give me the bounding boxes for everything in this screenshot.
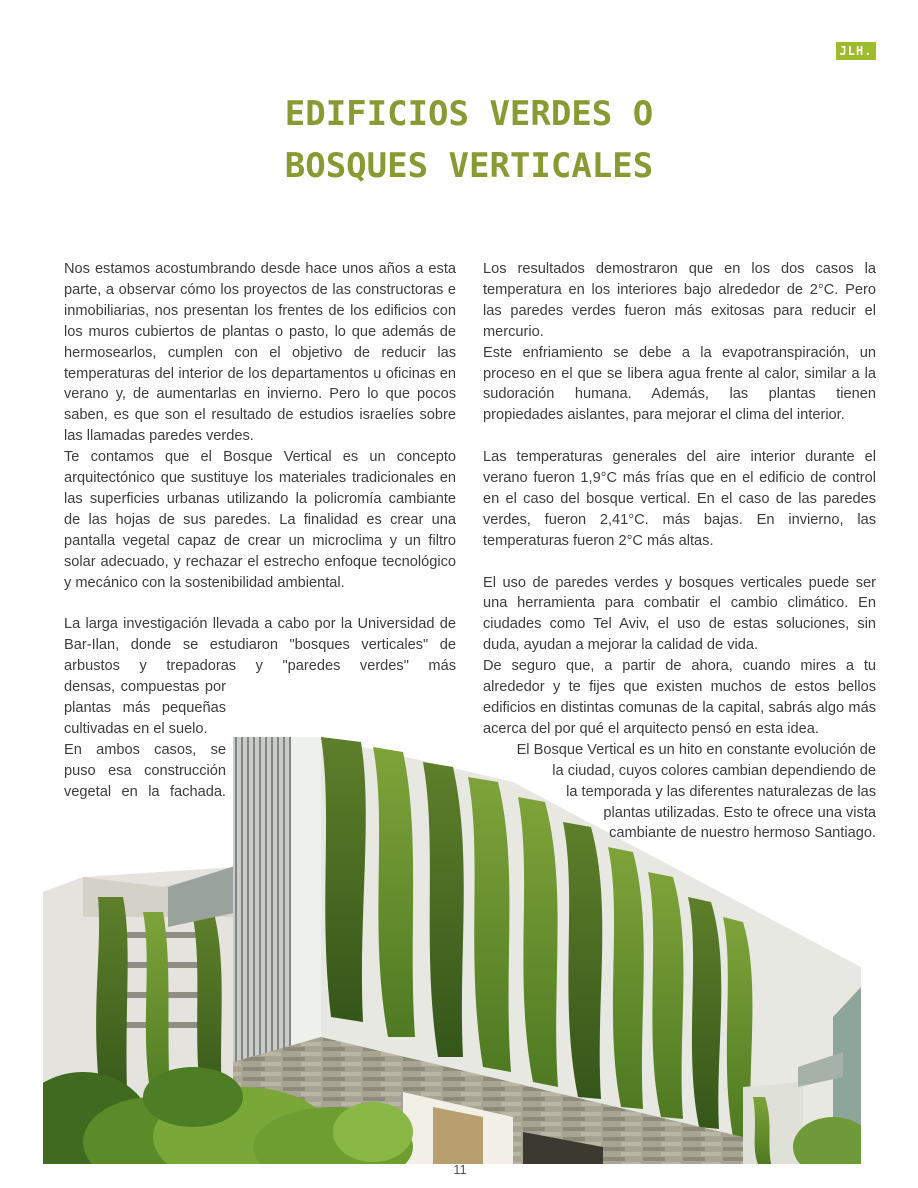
title-line-2: BOSQUES VERTICALES (284, 146, 654, 186)
page-title (150, 88, 788, 192)
text-line: la temporada y las diferentes naturalezas de las (566, 783, 876, 800)
magazine-logo-badge: JLH. (836, 42, 876, 60)
text-line: cultivadas en el suelo. (64, 720, 208, 737)
paragraph: Las temperaturas generales del aire interior durante el verano fueron 1,9°C más frías que en el edificio de control en el caso del bosque vertical. En el caso de las paredes verdes, fueron 2,41°C. más bajas. En invierno, las temperaturas fueron 2°C más altas. (483, 449, 876, 549)
title-line-1: EDIFICIOS VERDES O (284, 94, 654, 134)
text-line: densas, compuestas por (64, 679, 226, 696)
paragraph: Nos estamos acostumbrando desde hace unos años a esta parte, a observar cómo los proyectos de las constructoras e inmobiliarias, nos presentan los frentes de los edificios con los muros cubiertos de plantas o pasto, lo que además de hermosearlos, cumplen con el objetivo de reducir las temperaturas del interior de los departamentos u oficinas en verano y, de aumentarlas en invierno. Pero lo que pocos saben, es que son el resultado de estudios israelíes sobre las llamadas paredes verdes. (64, 261, 456, 445)
text-line: El Bosque Vertical es un hito en constante evolución de (516, 741, 876, 758)
text-line: vegetal en la fachada. (64, 783, 226, 800)
text-line: la ciudad, cuyos colores cambian dependiendo de (552, 762, 876, 779)
left-column (64, 259, 456, 803)
text-line: puso esa construcción (64, 762, 226, 779)
text-line: plantas más pequeñas (64, 700, 226, 717)
paragraph: Este enfriamiento se debe a la evapotranspiración, un proceso en el que se libera agua frente al calor, similar a la sudoración humana. Además, las plantas tienen propiedades aislantes, para mejorar el clima del interior. (483, 344, 876, 424)
paragraph: Te contamos que el Bosque Vertical es un concepto arquitectónico que sustituye los materiales tradicionales en las superficies urbanas utilizando la policromía cambiante de las hojas de sus paredes. La finalidad es crear una pantalla vegetal capaz de crear un microclima y un filtro solar adecuado, y rechazar el estrecho enfoque tecnológico y mecánico con la sostenibilidad ambiental. (64, 449, 456, 591)
text-line: En ambos casos, se (64, 741, 226, 758)
paragraph-wrapped-around-photo (64, 677, 226, 802)
paragraph: La larga investigación llevada a cabo por la Universidad de Bar-Ilan, donde se estudiaron "bosques verticales" de arbustos y trepadoras y "paredes verdes" más (64, 616, 456, 675)
paragraph: Los resultados demostraron que en los dos casos la temperatura en los interiores bajo alrededor de 2°C. Pero las paredes verdes fueron más exitosas para reducir el mercurio. (483, 261, 876, 340)
paragraph: El uso de paredes verdes y bosques verticales puede ser una herramienta para combatir el cambio climático. En ciudades como Tel Aviv, el uso de estas soluciones, sin duda, ayudan a mejorar la calidad de vida. (483, 574, 876, 654)
paragraph: De seguro que, a partir de ahora, cuando mires a tu alrededor y te fijes que existen muchos de estos bellos edificios en distintas comunas de la capital, sabrás algo más acerca del por qué el arquitecto pensó en esta idea. (483, 658, 876, 737)
text-line: plantas utilizadas. Esto te ofrece una vista (603, 804, 876, 821)
right-column (483, 259, 876, 844)
page-number: 11 (453, 1162, 467, 1177)
paragraph-wrapped-around-photo (483, 740, 876, 845)
text-line: cambiante de nuestro hermoso Santiago. (609, 825, 876, 842)
